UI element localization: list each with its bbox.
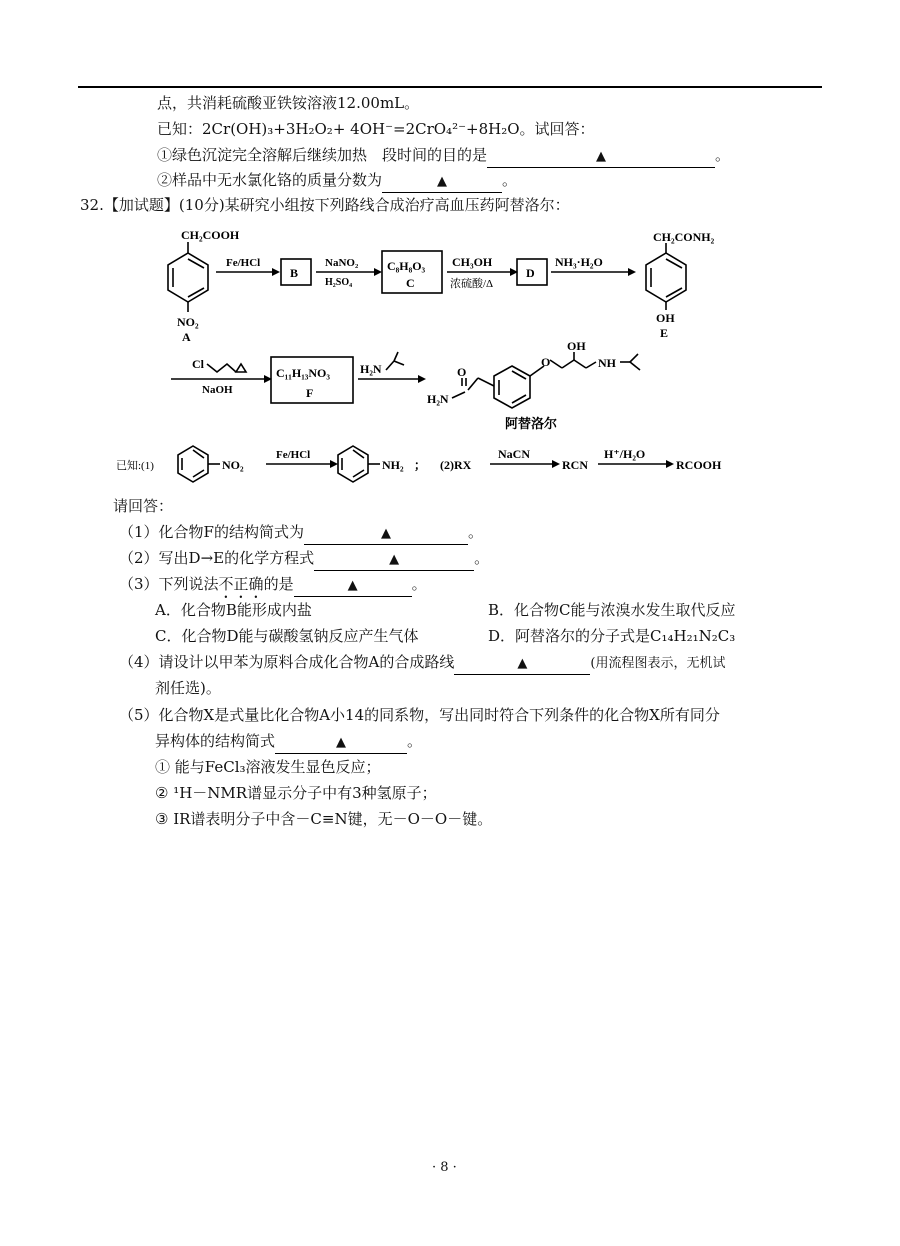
a-nitro: NO₂ <box>177 315 199 329</box>
option-a-text: A．化合物B能形成内盐 <box>155 601 312 619</box>
reagent-isopropylamine: H₂N <box>360 362 382 376</box>
reagent-nh3: NH₃·H₂O <box>555 255 603 269</box>
known-eq: 2Cr(OH)₃+3H₂O₂+ 4OH⁻=2CrO₄²⁻+8H₂O。试回答： <box>202 120 595 138</box>
question-number: 32. <box>80 196 104 214</box>
known-rcooh: RCOOH <box>676 458 722 472</box>
please-answer-text: 请回答： <box>113 497 174 515</box>
option-b-text: B．化合物C能与浓溴水发生取代反应 <box>488 601 736 619</box>
q3-pre: （3）下列说法 <box>119 575 219 593</box>
reagent-epichlorohydrin-cl: Cl <box>192 357 204 371</box>
option-d <box>488 626 735 646</box>
please-answer <box>113 496 173 516</box>
benzene-ring-a <box>168 253 208 302</box>
known-hydrolysis: H⁺/H₂O <box>604 447 646 461</box>
sub-question-32-3 <box>119 574 427 602</box>
question-intro: 某研究小组按下列路线合成治疗高血压药阿替洛尔： <box>224 196 570 214</box>
reagent-conc-h2so4: 浓硫酸/Δ <box>450 278 494 290</box>
q2-text: （2）写出D→E的化学方程式 <box>119 549 315 567</box>
answer-blank[interactable] <box>294 574 412 597</box>
q4-continuation: 剂任选)。 <box>155 679 221 697</box>
option-a <box>155 600 312 620</box>
period: 。 <box>467 523 483 541</box>
c-formula: C₈H₈O₃ <box>387 259 426 273</box>
product-amide: H₂N <box>427 392 449 406</box>
reagent-ch3oh: CH₃OH <box>452 255 493 269</box>
page-number-text: · 8 · <box>432 1160 457 1175</box>
known-prefix-label: 已知:(1) <box>116 460 154 472</box>
q4-tail: (用流程图表示，无机试 <box>590 656 726 671</box>
q4-text: （4）请设计以甲苯为原料合成化合物A的合成路线 <box>119 653 455 671</box>
header-line1-text: 点，共消耗硫酸亚铁铵溶液12.00mL。 <box>157 94 420 112</box>
triangle-marker: ▲ <box>437 174 448 189</box>
question-points: (10分) <box>178 196 225 214</box>
period: 。 <box>411 575 427 593</box>
known-nh2: NH₂ <box>382 458 404 472</box>
option-c <box>155 626 419 646</box>
triangle-marker: ▲ <box>380 526 391 541</box>
answer-blank[interactable] <box>275 731 407 754</box>
known-separator: ； <box>414 458 427 472</box>
triangle-marker: ▲ <box>389 552 400 567</box>
q3-post: 的是 <box>263 575 294 593</box>
reagent-fe-hcl: Fe/HCl <box>226 257 261 269</box>
b-label: B <box>290 266 299 280</box>
product-ether-oxygen: O <box>541 355 551 369</box>
a-substituent: CH₂COOH <box>181 228 240 242</box>
answer-blank[interactable] <box>454 652 590 675</box>
f-label: F <box>306 386 314 400</box>
product-amine: NH <box>598 356 616 370</box>
period: 。 <box>407 732 423 750</box>
c-label: C <box>406 276 415 290</box>
sub-question-2-text: ②样品中无水氯化铬的质量分数为 <box>157 171 383 189</box>
period: 。 <box>715 146 731 164</box>
triangle-marker: ▲ <box>596 149 607 164</box>
option-c-text: C．化合物D能与碳酸氢钠反应产生气体 <box>155 627 419 645</box>
known-nacn: NaCN <box>498 447 530 461</box>
answer-blank[interactable] <box>314 548 474 571</box>
condition-1-text: ① 能与FeCl₃溶液发生显色反应； <box>155 758 381 776</box>
triangle-marker: ▲ <box>336 735 347 750</box>
q5-continuation: 异构体的结构简式 <box>155 732 276 750</box>
reagent-naoh: NaOH <box>202 384 233 396</box>
e-hydroxyl: OH <box>656 311 675 325</box>
product-hydroxyl: OH <box>567 339 586 353</box>
condition-2 <box>155 783 437 803</box>
a-label: A <box>182 330 191 344</box>
condition-3-text: ③ IR谱表明分子中含－C≡N键，无－O－O－键。 <box>155 810 493 828</box>
known-no2: NO₂ <box>222 458 244 472</box>
product-name: 阿替洛尔 <box>505 416 558 431</box>
f-formula: C₁₁H₁₃NO₃ <box>276 366 330 380</box>
page-number <box>432 1158 457 1178</box>
known-rcn: RCN <box>562 458 588 472</box>
answer-blank[interactable] <box>304 522 468 545</box>
reagent-nano2: NaNO₂ <box>325 257 359 269</box>
known-fe-hcl: Fe/HCl <box>276 449 311 461</box>
question-tag: 【加试题】 <box>103 196 179 214</box>
sub-question-32-5-cont <box>155 731 422 754</box>
known-rx: (2)RX <box>440 458 472 472</box>
sub-question-32-1 <box>119 522 483 545</box>
condition-1 <box>155 757 381 777</box>
option-d-text: D．阿替洛尔的分子式是C₁₄H₂₁N₂C₃ <box>488 627 736 645</box>
e-substituent: CH₂CONH₂ <box>653 230 715 244</box>
product-carbonyl-oxygen: O <box>457 365 467 379</box>
e-label: E <box>660 326 669 340</box>
benzene-ring-e <box>646 253 686 302</box>
q5-text: （5）化合物X是式量比化合物A小14的同系物，写出同时符合下列条件的化合物X所有同分 <box>119 706 720 724</box>
sub-question-32-4-cont <box>155 678 221 698</box>
known-prefix: 已知： <box>157 120 203 138</box>
period: 。 <box>474 549 490 567</box>
condition-2-text: ② ¹H－NMR谱显示分子中有3种氢原子； <box>155 784 437 802</box>
sub-question-1-text: ①绿色沉淀完全溶解后继续加热 段时间的目的是 <box>157 146 488 164</box>
sub-question-32-2 <box>119 548 489 571</box>
sub-question-32-5 <box>119 705 720 725</box>
option-b <box>488 600 736 620</box>
condition-3 <box>155 809 492 829</box>
q1-text: （1）化合物F的结构简式为 <box>119 523 304 541</box>
triangle-marker: ▲ <box>517 656 528 671</box>
period: 。 <box>502 171 518 189</box>
triangle-marker: ▲ <box>347 578 358 593</box>
d-label: D <box>526 266 535 280</box>
reagent-h2so4: H₂SO₄ <box>325 277 353 288</box>
synthesis-scheme <box>0 0 900 500</box>
q3-emphasis: 不正确 <box>218 575 264 593</box>
sub-question-32-4 <box>119 652 725 675</box>
